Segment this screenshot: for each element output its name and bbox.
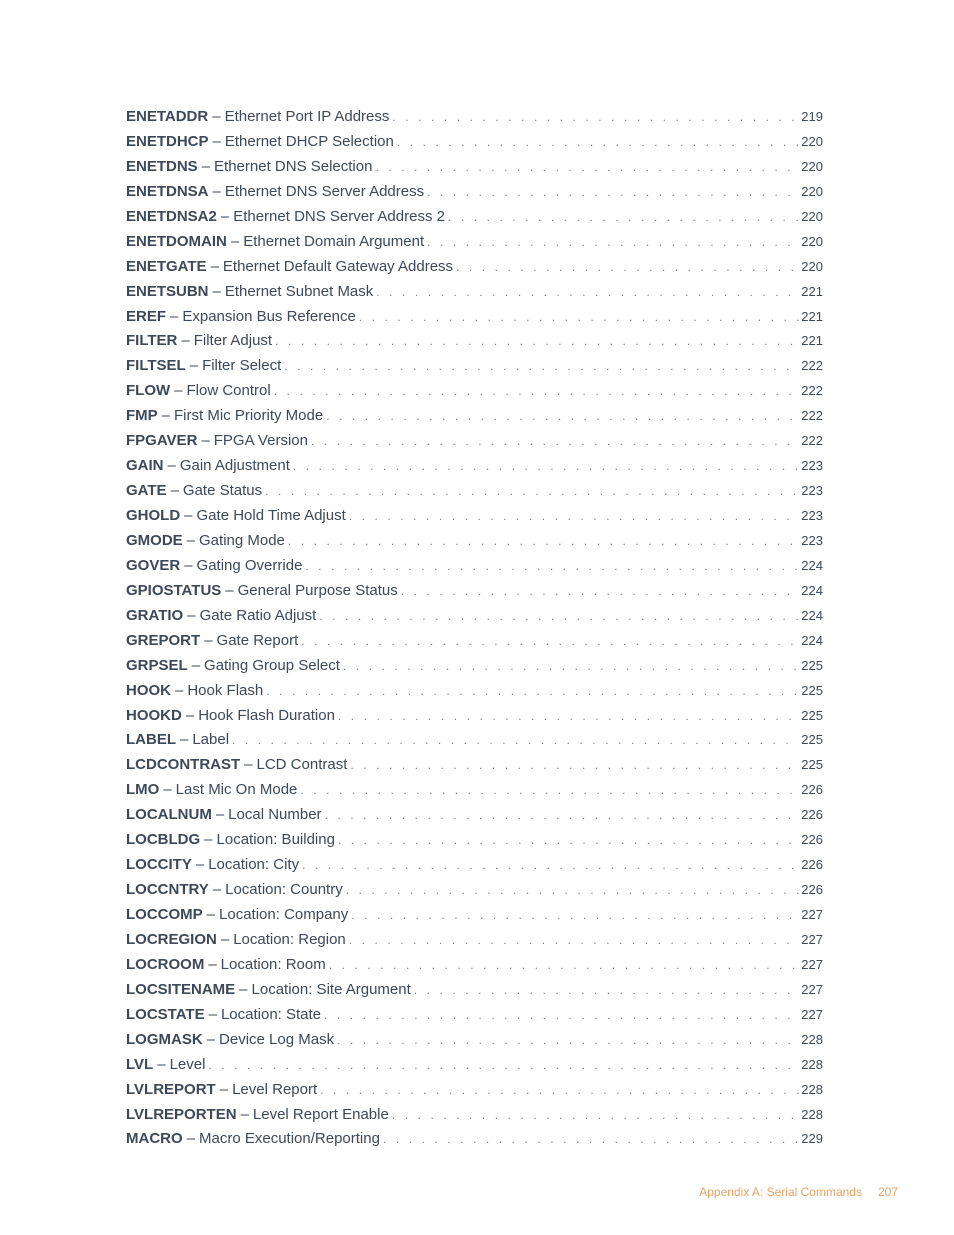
toc-entry[interactable] <box>126 407 823 432</box>
dot-leader <box>349 933 800 947</box>
dot-leader <box>448 210 799 224</box>
toc-page-number: 219 <box>801 109 823 124</box>
toc-entry[interactable] <box>126 332 823 357</box>
dot-leader <box>208 1058 799 1072</box>
toc-description: Ethernet DHCP Selection <box>224 132 394 150</box>
toc-command: LOCCOMP <box>126 906 203 923</box>
toc-entry[interactable] <box>126 731 823 756</box>
dot-leader <box>346 883 800 897</box>
dot-leader <box>338 709 799 723</box>
dot-leader <box>359 310 800 324</box>
dot-leader <box>392 110 799 124</box>
toc-description: Location: Region <box>233 930 346 948</box>
toc-page-number: 226 <box>801 782 823 798</box>
toc-entry[interactable] <box>126 632 823 657</box>
toc-page-number: 223 <box>801 458 823 474</box>
toc-description: Label <box>192 731 230 749</box>
dot-leader <box>266 684 799 698</box>
toc-separator: – <box>212 108 221 125</box>
toc-separator: – <box>170 482 179 500</box>
toc-command: ENETGATE <box>126 257 207 275</box>
toc-separator: – <box>215 806 225 824</box>
dot-leader <box>300 783 799 797</box>
toc-description: Location: State <box>220 1005 322 1023</box>
toc-separator: – <box>191 656 201 674</box>
toc-page-number: 229 <box>801 1131 823 1147</box>
toc-page-number: 228 <box>801 1106 823 1122</box>
toc-separator: – <box>204 831 213 849</box>
toc-command: LOCROOM <box>126 955 205 973</box>
toc-description: Level Report <box>232 1080 318 1098</box>
dot-leader <box>427 185 799 199</box>
toc-command: LOCALNUM <box>126 806 212 824</box>
toc-entry[interactable] <box>126 781 823 806</box>
toc-description: Level <box>169 1055 206 1073</box>
toc-separator: – <box>210 257 219 275</box>
toc-command: LVLREPORTEN <box>126 1105 237 1123</box>
toc-page-number: 228 <box>801 1081 823 1097</box>
toc-page-number: 224 <box>801 607 823 623</box>
dot-leader <box>375 160 799 174</box>
toc-separator: – <box>219 1080 229 1098</box>
toc-description: Gate Status <box>182 482 263 500</box>
toc-description: Level Report Enable <box>252 1105 389 1123</box>
toc-command: LCDCONTRAST <box>126 756 241 774</box>
dot-leader <box>343 659 799 673</box>
dot-leader <box>293 459 799 473</box>
toc-command: FPGAVER <box>126 432 198 450</box>
toc-page-number: 227 <box>801 956 823 972</box>
toc-page-number: 228 <box>801 1031 823 1047</box>
dot-leader <box>351 908 799 922</box>
toc-page-number: 221 <box>801 308 823 324</box>
toc-description: Filter Select <box>202 357 282 375</box>
toc-page-number: 225 <box>801 707 823 723</box>
toc-entry[interactable] <box>126 707 823 732</box>
toc-entry[interactable] <box>126 133 823 158</box>
toc-separator: – <box>208 1005 217 1023</box>
toc-page-number: 227 <box>801 907 823 922</box>
toc-page-number: 220 <box>801 258 823 274</box>
toc-entry[interactable] <box>126 507 823 532</box>
toc-description: Gate Report <box>216 631 299 649</box>
toc-entry[interactable] <box>126 108 823 133</box>
toc-command: GOVER <box>126 556 181 574</box>
toc-command: LOCSTATE <box>126 1005 205 1023</box>
toc-description: Filter Adjust <box>193 332 273 350</box>
toc-description: Location: Company <box>219 906 349 923</box>
toc-description: Local Number <box>228 806 322 824</box>
toc-separator: – <box>201 157 211 175</box>
toc-command: LOCCITY <box>126 856 192 874</box>
toc-separator: – <box>201 432 210 450</box>
toc-separator: – <box>161 407 171 425</box>
toc-page-number: 227 <box>801 1006 823 1022</box>
toc-entry[interactable] <box>126 283 823 308</box>
toc-page-number: 220 <box>801 208 823 224</box>
toc-page-number: 227 <box>801 931 823 947</box>
dot-leader <box>305 559 799 573</box>
toc-entry[interactable] <box>126 806 823 831</box>
footer-page-number: 207 <box>877 1185 898 1199</box>
toc-command: LABEL <box>126 731 176 749</box>
toc-page-number: 220 <box>801 183 823 199</box>
dot-leader <box>401 584 800 598</box>
toc-command: ENETSUBN <box>126 282 209 300</box>
dot-leader <box>383 1132 799 1146</box>
toc-description: LCD Contrast <box>256 756 348 774</box>
toc-command: EREF <box>126 307 167 325</box>
dot-leader <box>337 1033 799 1047</box>
toc-description: Last Mic On Mode <box>175 781 298 799</box>
toc-command: MACRO <box>126 1130 183 1148</box>
toc-description: Location: Building <box>216 831 335 849</box>
toc-description: Ethernet Domain Argument <box>243 232 425 250</box>
toc-separator: – <box>180 731 189 749</box>
toc-entry[interactable] <box>126 1081 823 1106</box>
toc-page-number: 223 <box>801 508 823 523</box>
toc-separator: – <box>187 606 196 624</box>
dot-leader <box>338 833 799 847</box>
toc-command: FMP <box>126 407 158 425</box>
dot-leader <box>324 1008 799 1022</box>
toc-description: Macro Execution/Reporting <box>199 1130 380 1148</box>
toc-command: GATE <box>126 482 167 500</box>
footer-section-title: Appendix A: Serial Commands <box>699 1185 862 1199</box>
toc-entry[interactable] <box>126 956 823 981</box>
toc-entry[interactable] <box>126 981 823 1006</box>
toc-separator: – <box>204 631 213 649</box>
dot-leader <box>329 958 800 972</box>
toc-list <box>126 108 823 1155</box>
dot-leader <box>288 534 799 548</box>
toc-separator: – <box>212 881 222 899</box>
toc-entry[interactable] <box>126 657 823 682</box>
toc-command: GRATIO <box>126 606 184 624</box>
page-footer <box>699 1185 898 1199</box>
toc-separator: – <box>186 1130 196 1148</box>
toc-entry[interactable] <box>126 557 823 582</box>
toc-description: General Purpose Status <box>237 581 398 599</box>
toc-page-number: 225 <box>801 757 823 773</box>
toc-separator: – <box>181 332 190 350</box>
toc-separator: – <box>189 357 199 375</box>
toc-entry[interactable] <box>126 432 823 457</box>
dot-leader <box>274 384 800 398</box>
toc-command: FILTSEL <box>126 357 186 375</box>
toc-page-number: 224 <box>801 557 823 573</box>
toc-page-number: 223 <box>801 483 823 499</box>
toc-page-number: 226 <box>801 832 823 848</box>
toc-command: ENETDOMAIN <box>126 232 227 250</box>
dot-leader <box>376 285 799 299</box>
toc-entry[interactable] <box>126 532 823 557</box>
dot-leader <box>350 758 799 772</box>
toc-entry[interactable] <box>126 756 823 781</box>
toc-description: Location: Site Argument <box>251 980 411 998</box>
toc-description: Ethernet DNS Selection <box>214 157 373 175</box>
toc-command: ENETDNSA2 <box>126 207 217 225</box>
toc-command: FLOW <box>126 382 171 400</box>
toc-separator: – <box>208 955 217 973</box>
toc-command: ENETDHCP <box>126 132 209 150</box>
toc-description: Ethernet Subnet Mask <box>224 282 374 300</box>
toc-entry[interactable] <box>126 382 823 407</box>
toc-page-number: 220 <box>801 158 823 174</box>
toc-command: HOOKD <box>126 706 182 724</box>
toc-command: FILTER <box>126 332 178 350</box>
toc-separator: – <box>212 132 221 150</box>
dot-leader <box>319 609 799 623</box>
toc-description: Ethernet Port IP Address <box>224 108 390 125</box>
toc-separator: – <box>175 681 184 699</box>
toc-command: GMODE <box>126 531 183 549</box>
dot-leader <box>232 733 799 747</box>
toc-command: GRPSEL <box>126 656 188 674</box>
toc-separator: – <box>170 307 179 325</box>
toc-entry[interactable] <box>126 457 823 482</box>
toc-entry[interactable] <box>126 482 823 507</box>
toc-page-number: 226 <box>801 882 823 898</box>
toc-entry[interactable] <box>126 1006 823 1031</box>
toc-page-number: 221 <box>801 333 823 349</box>
toc-description: Gate Hold Time Adjust <box>196 507 346 524</box>
toc-entry[interactable] <box>126 158 823 183</box>
toc-description: Gating Override <box>196 556 303 574</box>
toc-page-number: 220 <box>801 233 823 249</box>
toc-description: Hook Flash Duration <box>198 706 335 724</box>
toc-description: Location: Room <box>220 955 326 973</box>
toc-separator: – <box>240 1105 249 1123</box>
toc-description: Ethernet Default Gateway Address <box>222 257 454 275</box>
dot-leader <box>349 509 800 523</box>
toc-command: LVLREPORT <box>126 1080 216 1098</box>
toc-description: Gate Ratio Adjust <box>199 606 317 624</box>
dot-leader <box>326 409 799 423</box>
dot-leader <box>275 334 799 348</box>
toc-separator: – <box>186 531 196 549</box>
toc-entry[interactable] <box>126 881 823 906</box>
toc-page-number: 223 <box>801 532 823 548</box>
toc-command: ENETDNSA <box>126 182 209 200</box>
toc-command: HOOK <box>126 681 171 699</box>
dot-leader <box>265 484 799 498</box>
toc-command: LOCCNTRY <box>126 881 209 899</box>
toc-description: FPGA Version <box>213 432 308 450</box>
dot-leader <box>414 983 800 997</box>
toc-separator: – <box>184 556 193 574</box>
toc-description: Location: Country <box>225 881 343 899</box>
toc-separator: – <box>174 382 183 400</box>
toc-entry[interactable] <box>126 357 823 382</box>
toc-command: LOCBLDG <box>126 831 201 849</box>
toc-separator: – <box>220 930 230 948</box>
toc-description: Hook Flash <box>187 681 264 699</box>
toc-separator: – <box>157 1055 166 1073</box>
toc-description: Ethernet DNS Server Address <box>224 182 425 200</box>
toc-entry[interactable] <box>126 1031 823 1056</box>
toc-command: LMO <box>126 781 160 799</box>
toc-entry[interactable] <box>126 831 823 856</box>
toc-description: Flow Control <box>186 382 271 400</box>
dot-leader <box>427 235 799 249</box>
toc-separator: – <box>185 706 195 724</box>
toc-separator: – <box>220 207 230 225</box>
toc-separator: – <box>212 282 221 300</box>
toc-entry[interactable] <box>126 183 823 208</box>
toc-page-number: 222 <box>801 433 823 449</box>
toc-command: GREPORT <box>126 631 201 649</box>
toc-description: Gating Mode <box>199 531 285 549</box>
toc-description: Gain Adjustment <box>179 457 290 475</box>
toc-separator: – <box>167 457 176 475</box>
toc-separator: – <box>244 756 253 774</box>
toc-description: Expansion Bus Reference <box>182 307 356 325</box>
toc-command: LOCSITENAME <box>126 980 236 998</box>
toc-entry[interactable] <box>126 931 823 956</box>
toc-page-number: 222 <box>801 383 823 399</box>
toc-command: GPIOSTATUS <box>126 581 222 599</box>
dot-leader <box>397 135 799 149</box>
toc-page-number: 224 <box>801 632 823 648</box>
toc-entry[interactable] <box>126 233 823 258</box>
toc-entry[interactable] <box>126 906 823 931</box>
toc-separator: – <box>184 507 193 524</box>
toc-command: GHOLD <box>126 507 181 524</box>
dot-leader <box>311 434 799 448</box>
toc-page-number: 225 <box>801 682 823 698</box>
toc-description: Location: City <box>208 856 300 874</box>
toc-command: ENETDNS <box>126 157 198 175</box>
toc-command: LVL <box>126 1055 154 1073</box>
dot-leader <box>301 634 799 648</box>
toc-separator: – <box>206 1030 216 1048</box>
toc-page-number: 222 <box>801 408 823 424</box>
toc-command: LOGMASK <box>126 1030 203 1048</box>
dot-leader <box>392 1108 799 1122</box>
toc-separator: – <box>163 781 172 799</box>
toc-entry[interactable] <box>126 1106 823 1131</box>
toc-description: Gating Group Select <box>204 656 340 674</box>
toc-page-number: 225 <box>801 657 823 673</box>
toc-entry[interactable] <box>126 682 823 707</box>
toc-page-number: 227 <box>801 981 823 997</box>
toc-entry[interactable] <box>126 856 823 881</box>
toc-page-number: 226 <box>801 857 823 873</box>
toc-description: Device Log Mask <box>219 1030 335 1048</box>
toc-separator: – <box>212 182 221 200</box>
toc-page-number: 228 <box>801 1056 823 1072</box>
toc-entry[interactable] <box>126 308 823 333</box>
toc-separator: – <box>225 581 234 599</box>
dot-leader <box>320 1083 799 1097</box>
toc-entry[interactable] <box>126 607 823 632</box>
toc-command: LOCREGION <box>126 930 217 948</box>
toc-separator: – <box>230 232 240 250</box>
toc-page-number: 224 <box>801 582 823 598</box>
toc-separator: – <box>195 856 205 874</box>
toc-separator: – <box>206 906 216 923</box>
dot-leader <box>302 858 799 872</box>
toc-command: GAIN <box>126 457 164 475</box>
toc-entry[interactable] <box>126 258 823 283</box>
toc-entry[interactable] <box>126 1130 823 1155</box>
dot-leader <box>456 260 799 274</box>
toc-entry[interactable] <box>126 582 823 607</box>
toc-command: ENETADDR <box>126 108 209 125</box>
dot-leader <box>325 808 800 822</box>
toc-page-number: 225 <box>801 732 823 748</box>
toc-page-number: 220 <box>801 133 823 149</box>
toc-page-number: 222 <box>801 358 823 374</box>
toc-description: Ethernet DNS Server Address 2 <box>233 207 445 225</box>
toc-page-number: 226 <box>801 807 823 823</box>
toc-entry[interactable] <box>126 208 823 233</box>
dot-leader <box>284 359 799 373</box>
toc-description: First Mic Priority Mode <box>174 407 324 425</box>
toc-page-number: 221 <box>801 283 823 299</box>
toc-separator: – <box>239 980 248 998</box>
toc-entry[interactable] <box>126 1056 823 1081</box>
